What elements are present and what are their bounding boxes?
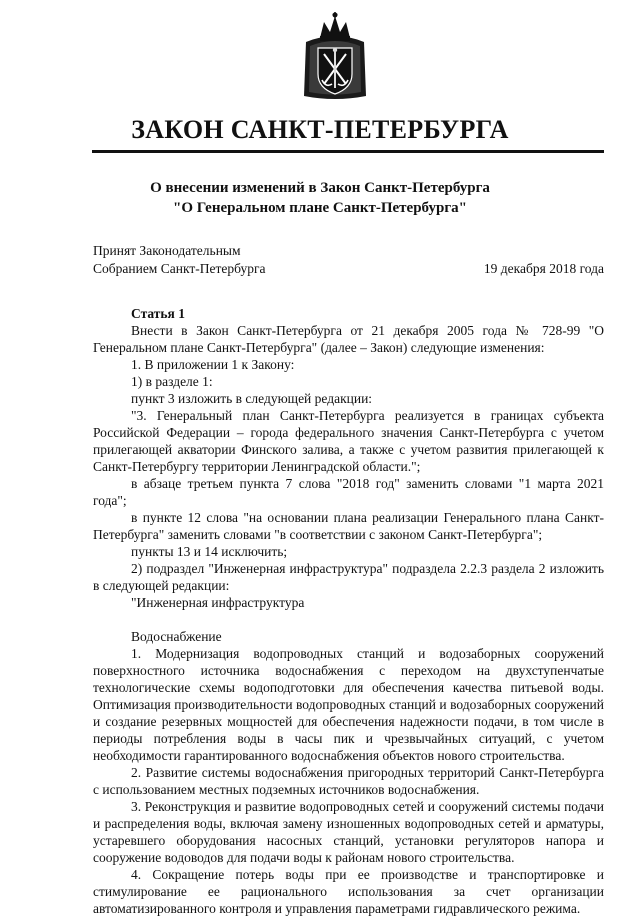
coat-of-arms-icon (302, 12, 368, 102)
body-paragraph: 4. Сокращение потерь воды при ее производстве и транспортировке и стимулирование ее рационального использования за счет организации автоматизированного контроля и управления параметрами гидравлического режима. (93, 867, 604, 916)
adoption-line-1: Принят Законодательным (93, 243, 241, 258)
body-paragraph: 2) подраздел "Инженерная инфраструктура" подраздела 2.2.3 раздела 2 изложить в следующей редакции: (93, 561, 604, 593)
law-title: ЗАКОН САНКТ-ПЕТЕРБУРГА (131, 115, 509, 144)
adoption-note (93, 242, 266, 278)
section-heading-water-supply: Водоснабжение (131, 629, 222, 644)
body-paragraph: 1. Модернизация водопроводных станций и водозаборных сооружений поверхностного источника водоснабжения с переходом на двухступенчатые технологические схемы водоподготовки для обеспечения качества питьевой воды. Оптимизация производительности водопроводных станций и водозаборных сооружений и создание резервных мощностей для обеспечения надежности подачи, в том числе в периоды потребления воды в часы пик и чрезвычайных ситуаций, с учетом необходимости гарантированного водоснабжения объектов нового строительства. (93, 646, 604, 763)
adoption-date: 19 декабря 2018 года (483, 261, 604, 276)
adoption-line-2: Собранием Санкт-Петербурга (93, 261, 266, 276)
law-subject (0, 178, 640, 218)
body-paragraph: 1. В приложении 1 к Закону: (131, 357, 295, 372)
body-paragraph: 1) в разделе 1: (131, 374, 213, 389)
body-paragraph: Внести в Закон Санкт-Петербурга от 21 декабря 2005 года № 728-99 "О Генеральном плане Санкт-Петербурга" (далее – Закон) следующие изменения: (93, 323, 604, 355)
body-paragraph: "Инженерная инфраструктура (131, 595, 305, 610)
body-paragraph: пункты 13 и 14 исключить; (131, 544, 288, 559)
body-paragraph: "3. Генеральный план Санкт-Петербурга реализуется в границах субъекта Российской Федерации – города федерального значения Санкт-Петербурга с учетом прилегающей акватории Финского залива, а также с учетом развития прилегающей к Санкт-Петербургу территории Ленинградской области."; (93, 408, 604, 474)
title-divider (92, 150, 604, 153)
body-paragraph: в пункте 12 слова "на основании плана реализации Генерального плана Санкт-Петербурга" заменить словами "в соответствии с законом Санкт-Петербурга"; (93, 510, 604, 542)
body-paragraph: пункт 3 изложить в следующей редакции: (131, 391, 373, 406)
subject-line-2: "О Генеральном плане Санкт-Петербурга" (173, 200, 467, 216)
body-paragraph: 2. Развитие системы водоснабжения пригородных территорий Санкт-Петербурга с использованием местных подземных источников водоснабжения. (93, 765, 604, 797)
body-paragraph: в абзаце третьем пункта 7 слова "2018 год" заменить словами "1 марта 2021 года"; (93, 476, 604, 508)
law-body (93, 305, 604, 917)
article-heading: Статья 1 (131, 306, 185, 321)
subject-line-1: О внесении изменений в Закон Санкт-Петербурга (150, 180, 490, 196)
body-paragraph: 3. Реконструкция и развитие водопроводных сетей и сооружений системы подачи и распределения воды, включая замену изношенных водопроводных сетей и арматуры, устаревшего оборудования насосных станций, установки регуляторов напора и сооружение водоводов для подачи воды к районам нового строительства. (93, 799, 604, 865)
